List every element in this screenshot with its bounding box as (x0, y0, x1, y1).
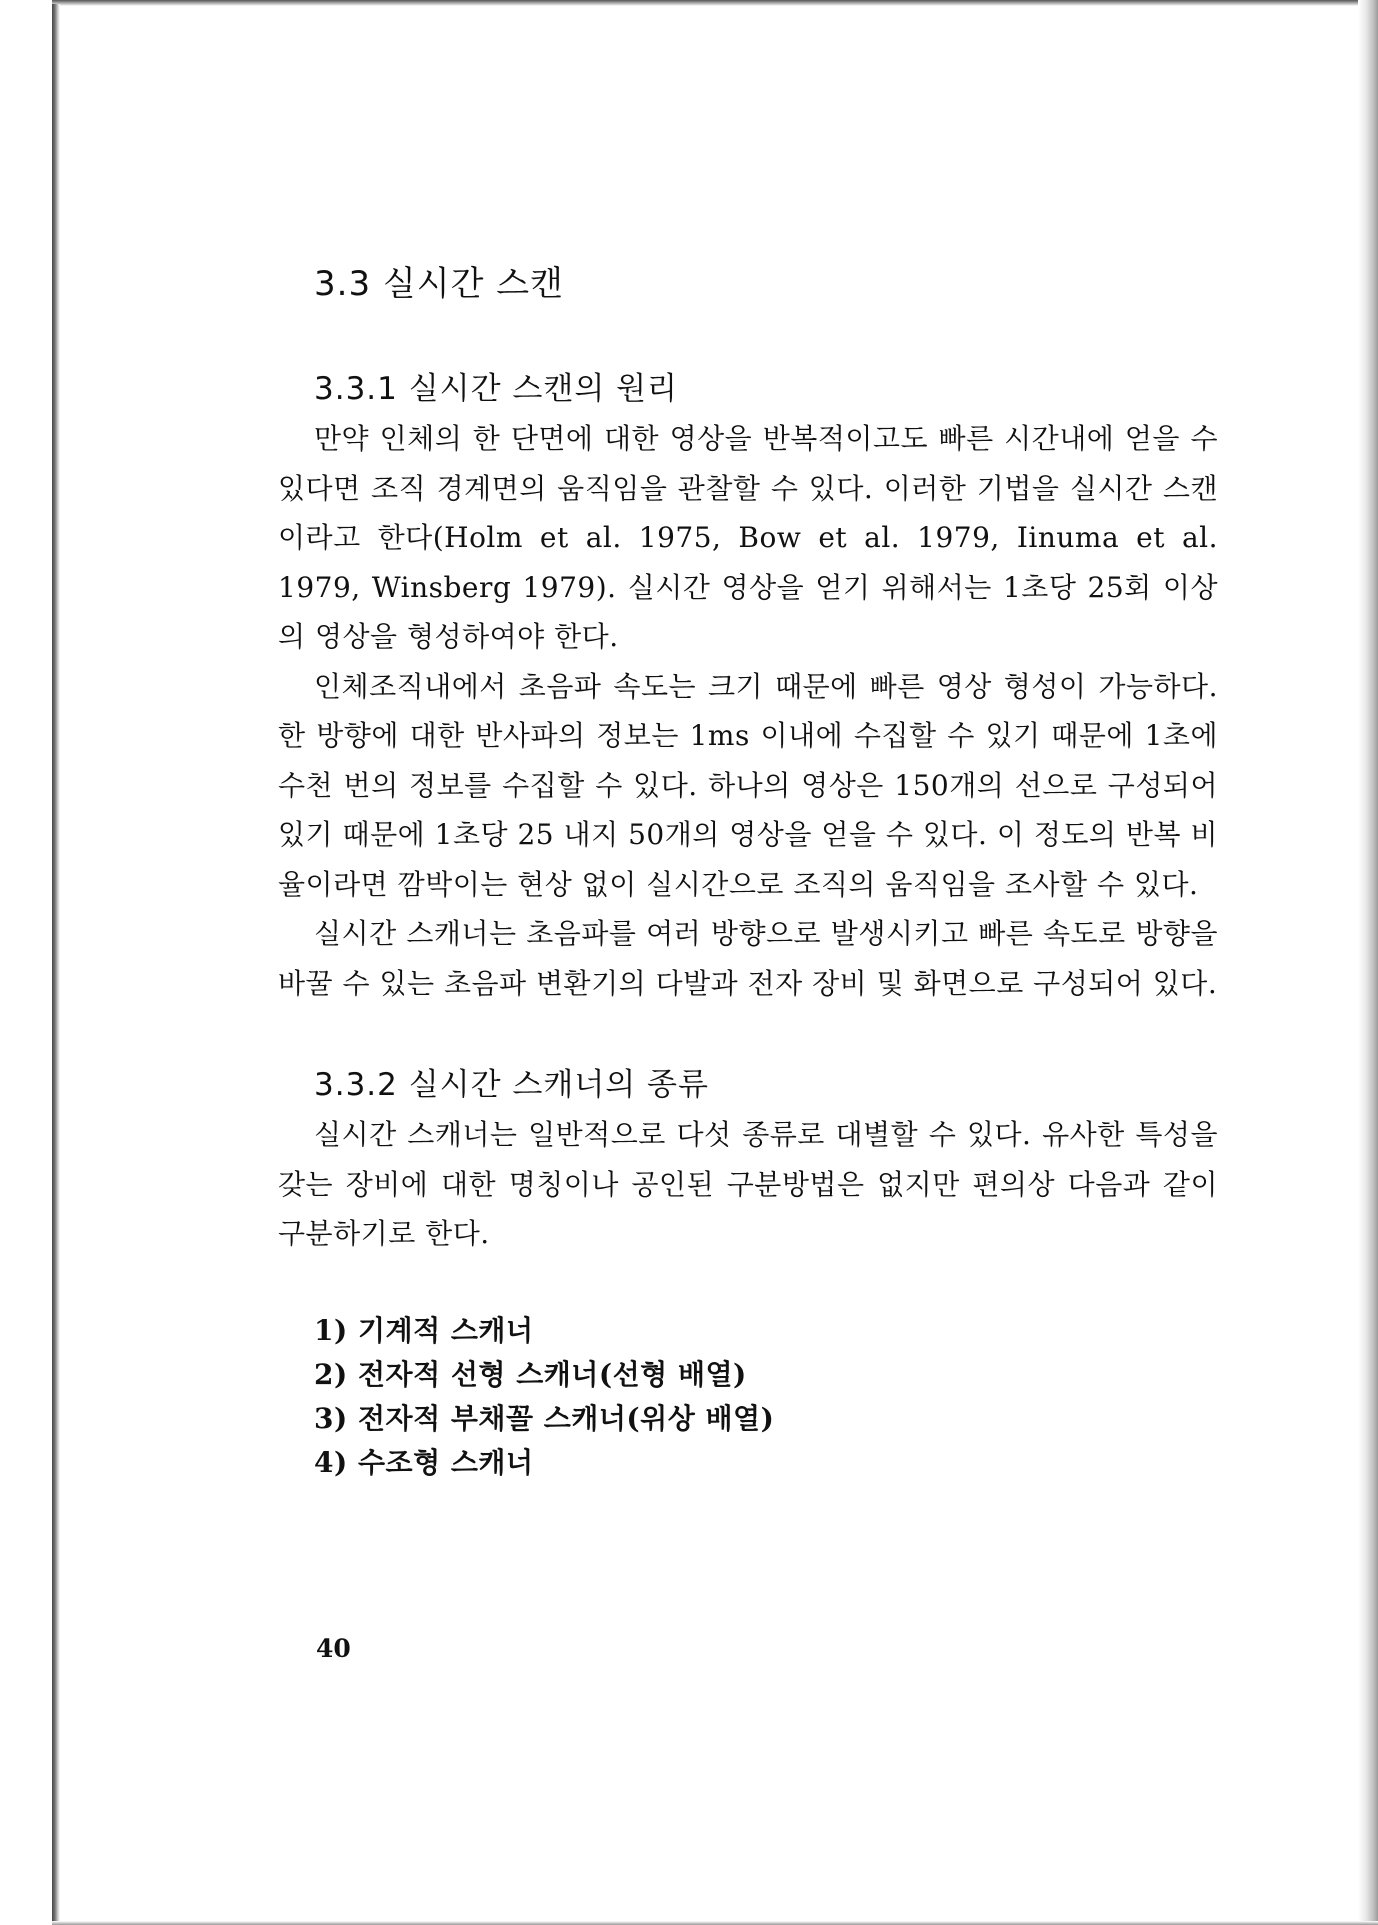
section-title: 3.3 실시간 스캔 (314, 264, 564, 304)
page-edge-bottom (52, 1921, 1378, 1925)
page-number: 40 (316, 1634, 351, 1663)
subsection-2-paragraph: 실시간 스캐너는 일반적으로 다섯 종류로 대별할 수 있다. 유사한 특성을 갖는 장비에 대한 명칭이나 공인된 구분방법은 없지만 편의상 다음과 같이 구분하기로 한다. (278, 1118, 1218, 1250)
subsection-1-paragraph: 실시간 스캐너는 초음파를 여러 방향으로 발생시키고 빠른 속도로 방향을 바꿀 수 있는 초음파 변환기의 다발과 전자 장비 및 화면으로 구성되어 있다. (278, 917, 1218, 1000)
list-item: 4) 수조형 스캐너 (314, 1445, 534, 1479)
page-edge-right (1358, 0, 1378, 1925)
page-edge-top (52, 0, 1378, 6)
section-spacer (278, 1008, 1218, 1064)
list-item: 3) 전자적 부채꼴 스캐너(위상 배열) (314, 1401, 775, 1435)
page-edge-left (52, 4, 60, 1922)
subsection-1-paragraph: 만약 인체의 한 단면에 대한 영상을 반복적이고도 빠른 시간내에 얻을 수 있다면 조직 경계면의 움직임을 관찰할 수 있다. 이러한 기법을 실시간 스캔이라고 한다(Holm et al. 1975, Bow et al. 1979, Iinuma et al. 1979, Winsberg 1979). 실시간 영상을 얻기 위해서는 1초당 25회 이상의 영상을 형성하여야 한다. (278, 422, 1218, 653)
subsection-1-paragraph: 인체조직내에서 초음파 속도는 크기 때문에 빠른 영상 형성이 가능하다. 한 방향에 대한 반사파의 정보는 1ms 이내에 수집할 수 있기 때문에 1초에 수천 번의 정보를 수집할 수 있다. 하나의 영상은 150개의 선으로 구성되어 있기 때문에 1초당 25 내지 50개의 영상을 얻을 수 있다. 이 정도의 반복 비율이라면 깜박이는 현상 없이 실시간으로 조직의 움직임을 조사할 수 있다. (278, 669, 1218, 901)
subsection-2-title: 3.3.2 실시간 스캐너의 종류 (314, 1067, 709, 1103)
list-spacer (278, 1259, 1218, 1309)
list-item: 1) 기계적 스캐너 (314, 1313, 534, 1347)
list-item: 2) 전자적 선형 스캐너(선형 배열) (314, 1357, 747, 1391)
subsection-1-title: 3.3.1 실시간 스캔의 원리 (314, 371, 679, 407)
page-content (278, 262, 1218, 1485)
scanner-type-list (278, 1309, 1218, 1485)
